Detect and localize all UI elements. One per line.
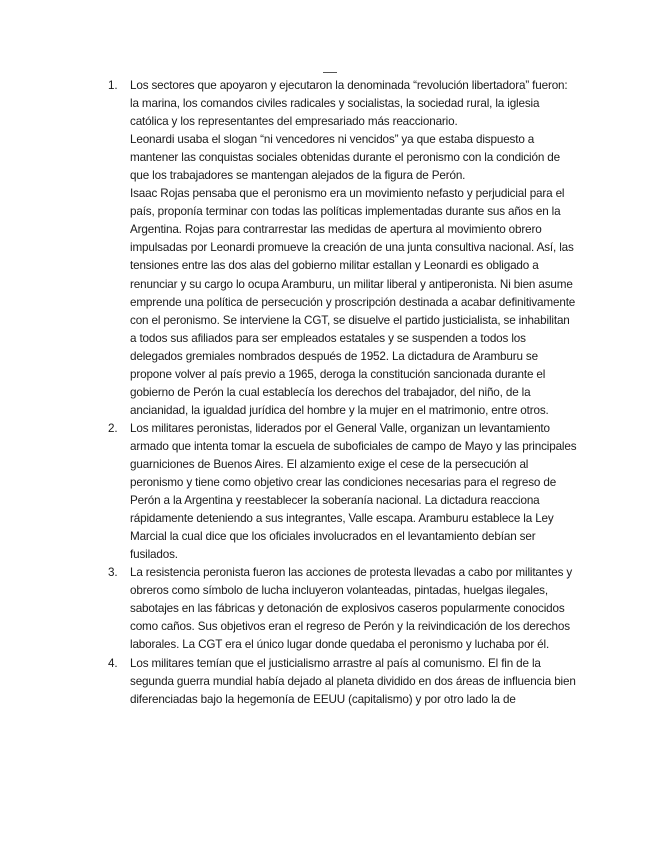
item-number: 2.	[108, 421, 118, 435]
list-item	[108, 420, 578, 564]
item-paragraph: Los militares temían que el justicialismo arrastre al país al comunismo. El fin de la segunda guerra mundial había dejado al planeta dividido en dos áreas de influencia bien diferenciadas bajo la hegemonía de EEUU (capitalismo) y por otro lado la de	[130, 656, 576, 706]
item-paragraph: Leonardi usaba el slogan “ni vencedores ni vencidos” ya que estaba dispuesto a mantener las conquistas sociales obtenidas durante el peronismo con la condición de que los trabajadores se mantengan alejados de la figura de Perón.	[130, 133, 560, 183]
item-paragraph: La resistencia peronista fueron las acciones de protesta llevadas a cabo por militantes y obreros como símbolo de lucha incluyeron volanteadas, pintadas, huelgas ilegales, sabotajes en las fábricas y detonación de explosivos caseros popularmente conocidos como caños. Sus objetivos eran el regreso de Perón y la reivindicación de los derechos laborales. La CGT era el único lugar donde quedaba el peronismo y luchaba por él.	[130, 566, 573, 652]
item-number: 1.	[108, 79, 118, 92]
item-paragraph: Los sectores que apoyaron y ejecutaron la denominada “revolución libertadora” fueron: la marina, los comandos civiles radicales y socialistas, la sociedad rural, la iglesia católica y los representantes del empresariado más reaccionario.	[130, 79, 568, 129]
item-number: 4.	[108, 656, 118, 670]
item-paragraph: Los militares peronistas, liderados por el General Valle, organizan un levantamiento armado que intenta tomar la escuela de suboficiales de campo de Mayo y las principales guarniciones de Buenos Aires. El alzamiento exige el cese de la persecución al peronismo y tiene como objetivo crear las condiciones necesarias para el regreso de Perón a la Argentina y reestablecer la soberanía nacional. La dictadura reacciona rápidamente deteniendo a sus integrantes, Valle escapa. Aramburu establece la Ley Marcial la cual dice que los oficiales involucrados en el levantamiento debían ser fusilados.	[130, 421, 577, 562]
item-paragraph: Isaac Rojas pensaba que el peronismo era un movimiento nefasto y perjudicial para el país, proponía terminar con todas las políticas implementadas durante sus años en la Argentina. Rojas para contrarrestar las medidas de apertura al movimiento obrero impulsadas por Leonardi promueve la creación de una junta consultiva nacional. Así, las tensiones entre las dos alas del gobierno militar estallan y Leonardi es obligado a renunciar y su cargo lo ocupa Aramburu, un militar liberal y antiperonista. Ni bien asume emprende una política de persecución y proscripción destinada a acabar definitivamente con el peronismo. Se interviene la CGT, se disuelve el partido justicialista, se inhabilitan a todos sus afiliados para ser empleados estatales y se suspenden a todos los delegados gremiales nombrados después de 1952. La dictadura de Aramburu se propone volver al país previo a 1965, deroga la constitución sancionada durante el gobierno de Perón la cual establecía los derechos del trabajador, del niño, de la ancianidad, la igualdad jurídica del hombre y la mujer en el matrimonio, entre otros.	[130, 187, 576, 417]
header-mark	[323, 72, 337, 73]
numbered-list	[108, 77, 578, 709]
list-item	[108, 564, 578, 654]
list-item	[108, 77, 578, 420]
list-item	[108, 655, 578, 709]
item-number: 3.	[108, 566, 118, 580]
